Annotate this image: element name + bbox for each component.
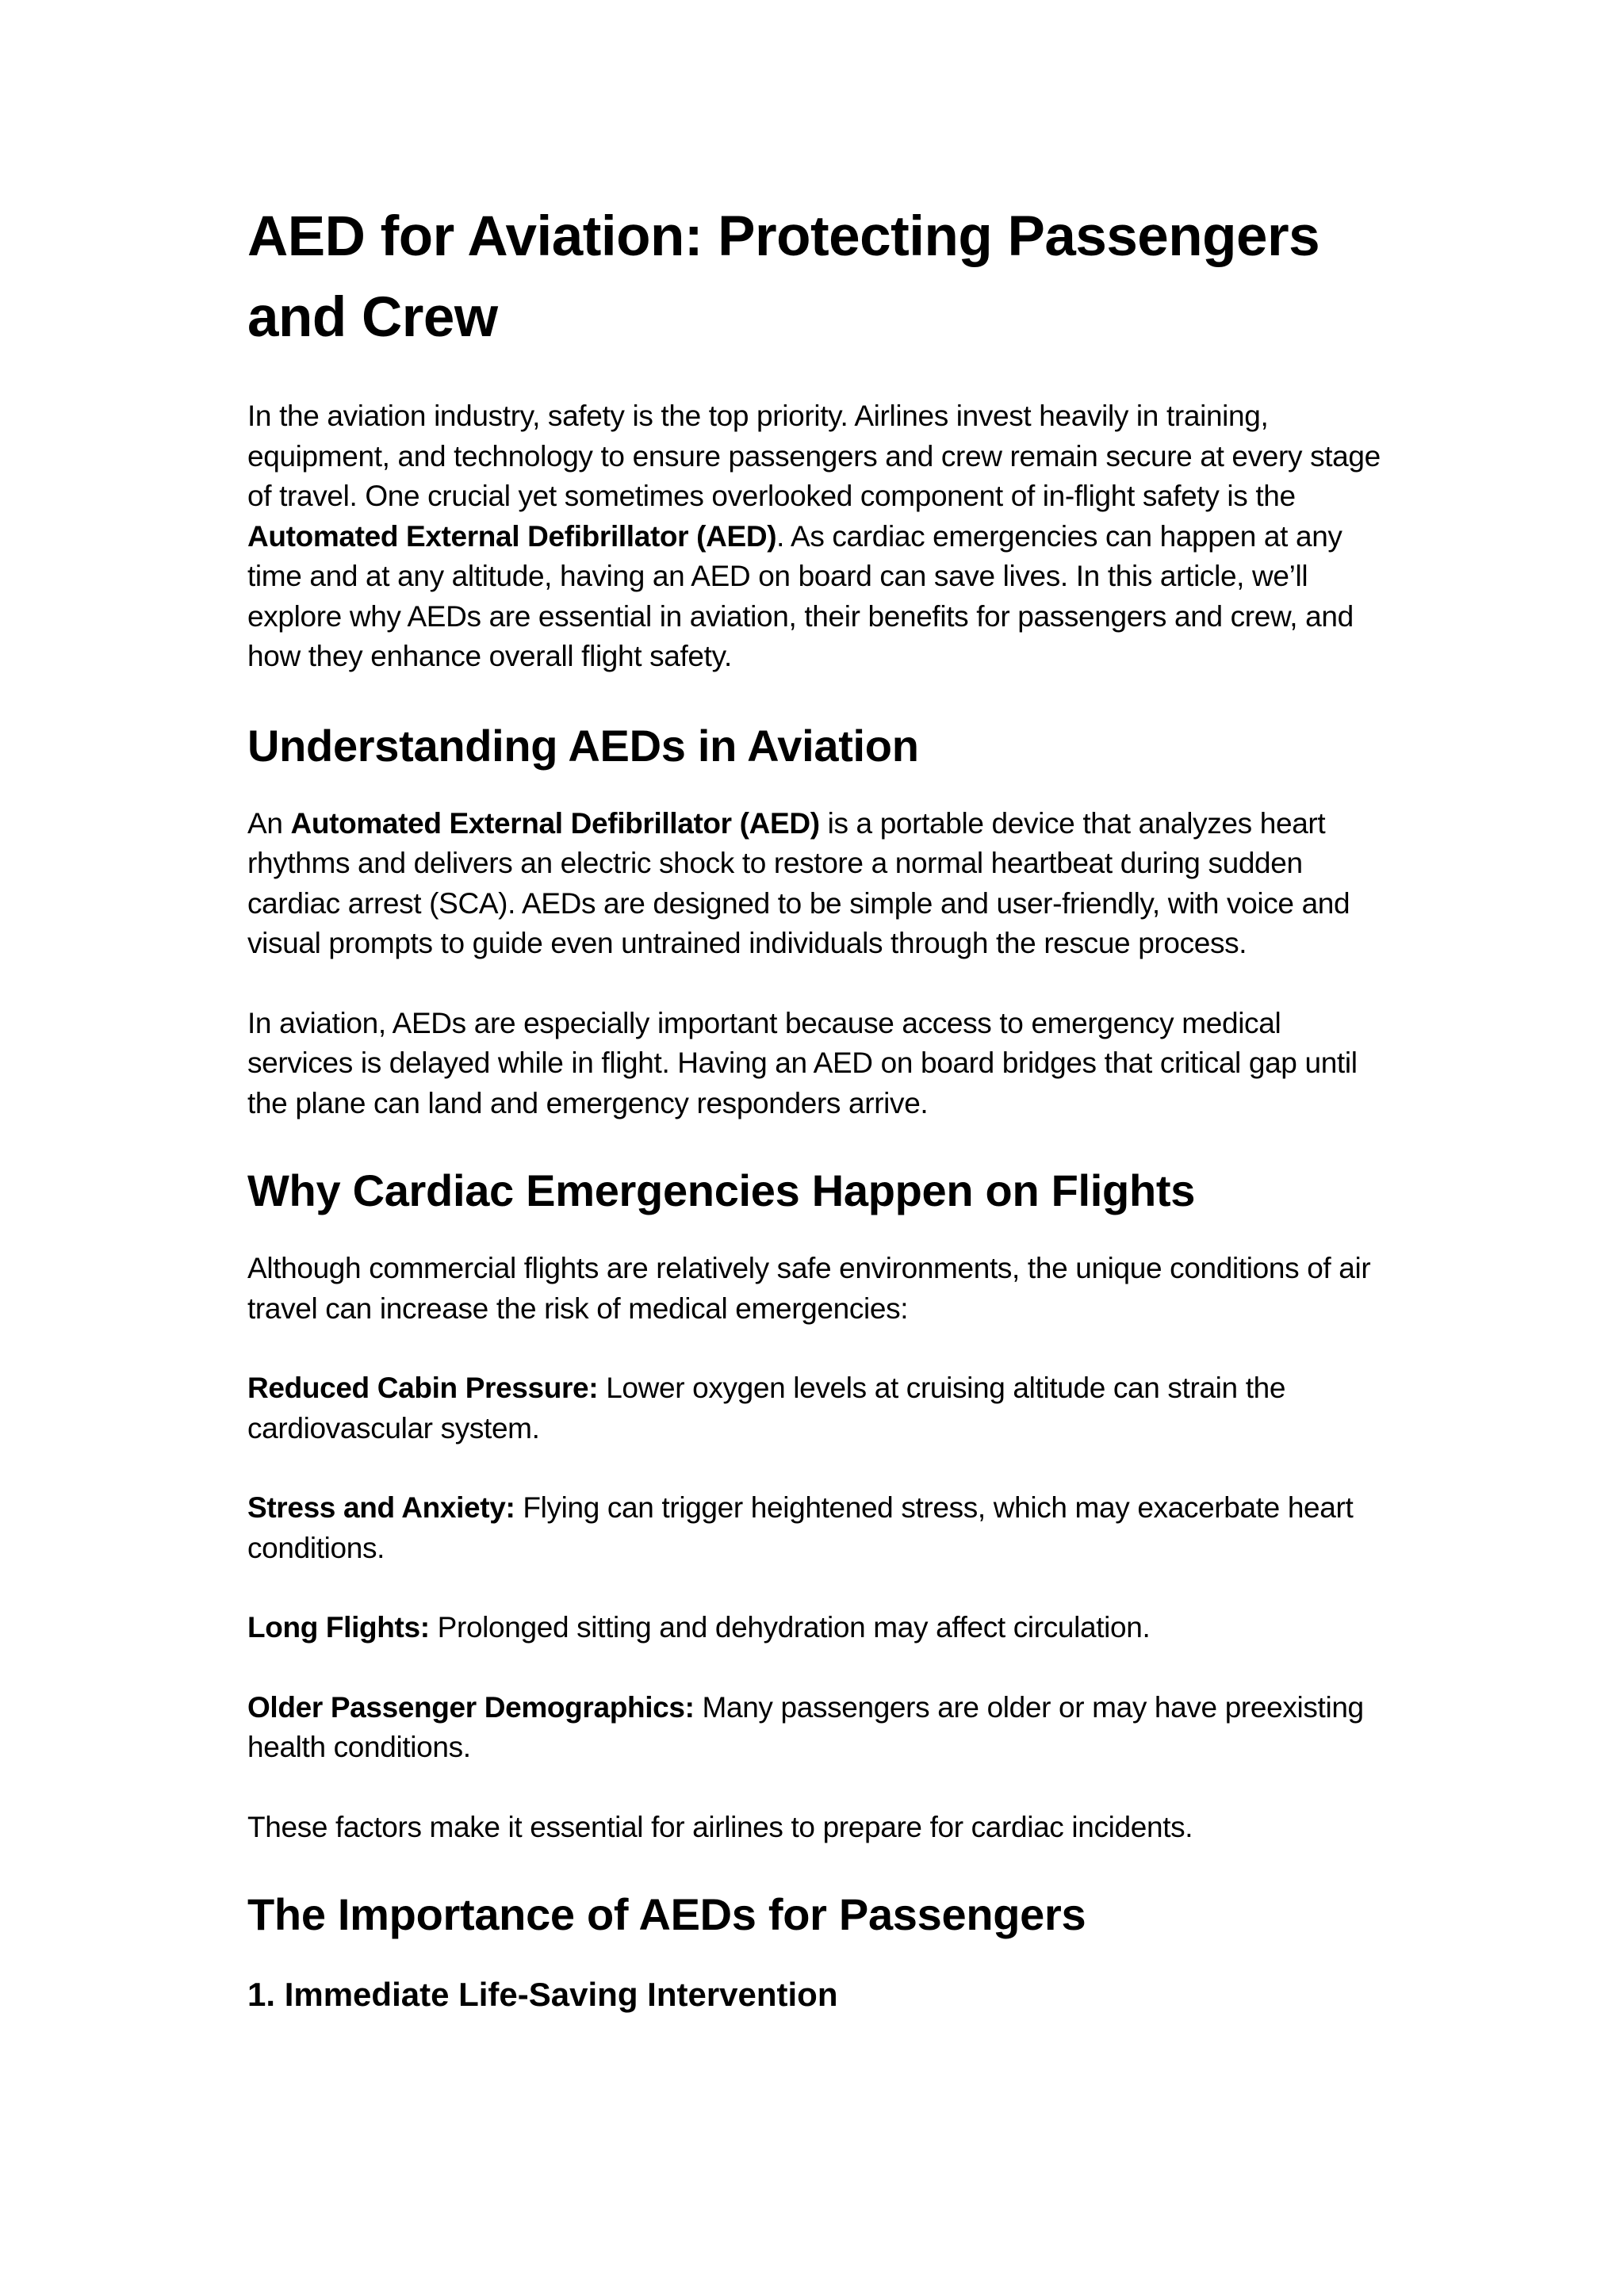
factor-text: Many passengers are older or may have preexisting health conditions. — [247, 1690, 1364, 1763]
section-heading-importance: The Importance of AEDs for Passengers — [247, 1889, 1086, 1939]
factor-label: Stress and Anxiety: — [247, 1491, 515, 1524]
section-heading-understanding: Understanding AEDs in Aviation — [247, 720, 919, 771]
section2-lead: Although commercial flights are relatively safe environments, the unique conditions of air travel can increase the risk of medical emergencies: — [247, 1252, 1371, 1325]
factor-item — [247, 1688, 1389, 1768]
factor-item — [247, 1488, 1389, 1568]
section1-paragraph-1 — [247, 804, 1389, 964]
section-heading-why: Why Cardiac Emergencies Happen on Flights — [247, 1165, 1196, 1215]
factor-item — [247, 1608, 1389, 1648]
factor-label: Reduced Cabin Pressure: — [247, 1372, 599, 1404]
factor-item — [247, 1368, 1389, 1448]
document-title: AED for Aviation: Protecting Passengers and Crew — [247, 205, 1320, 349]
section1-p1-start: An — [247, 806, 291, 840]
section2-closing: These factors make it essential for airlines to prepare for cardiac incidents. — [247, 1810, 1193, 1843]
factor-text: Flying can trigger heightened stress, which may exacerbate heart conditions. — [247, 1491, 1354, 1564]
factor-label: Long Flights: — [247, 1611, 430, 1644]
factor-text: Lower oxygen levels at cruising altitude can strain the cardiovascular system. — [247, 1372, 1286, 1445]
intro-bold-term: Automated External Defibrillator (AED) — [247, 519, 777, 553]
intro-text-start: In the aviation industry, safety is the top priority. Airlines invest heavily in training, equipment, and technology to ensure passengers and crew remain secure at every stage of travel. One crucial yet sometimes overlooked component of in-flight safety is the — [247, 400, 1381, 512]
section1-paragraph-2: In aviation, AEDs are especially important because access to emergency medical services is delayed while in flight. Having an AED on board bridges that critical gap until the plane can land and emergency responders arrive. — [247, 1006, 1358, 1119]
section1-p1-bold-term: Automated External Defibrillator (AED) — [290, 806, 820, 840]
section1-p1-end: is a portable device that analyzes heart rhythms and delivers an electric shock to restore a normal heartbeat during sudden cardiac arrest (SCA). AEDs are designed to be simple and user-friendly, with voice and visual prompts to guide even untrained individuals through the rescue process. — [247, 806, 1350, 959]
intro-paragraph — [247, 396, 1389, 677]
factor-text: Prolonged sitting and dehydration may affect circulation. — [429, 1611, 1151, 1644]
subsection-heading-intervention: 1. Immediate Life-Saving Intervention — [247, 1976, 838, 2013]
intro-text-end: . As cardiac emergencies can happen at any time and at any altitude, having an AED on board can save lives. In this article, we’ll explore why AEDs are essential in aviation, their benefits for passengers and crew, and how they enhance overall flight safety. — [247, 519, 1354, 672]
document-page — [247, 197, 1389, 2017]
factor-label: Older Passenger Demographics: — [247, 1690, 695, 1724]
